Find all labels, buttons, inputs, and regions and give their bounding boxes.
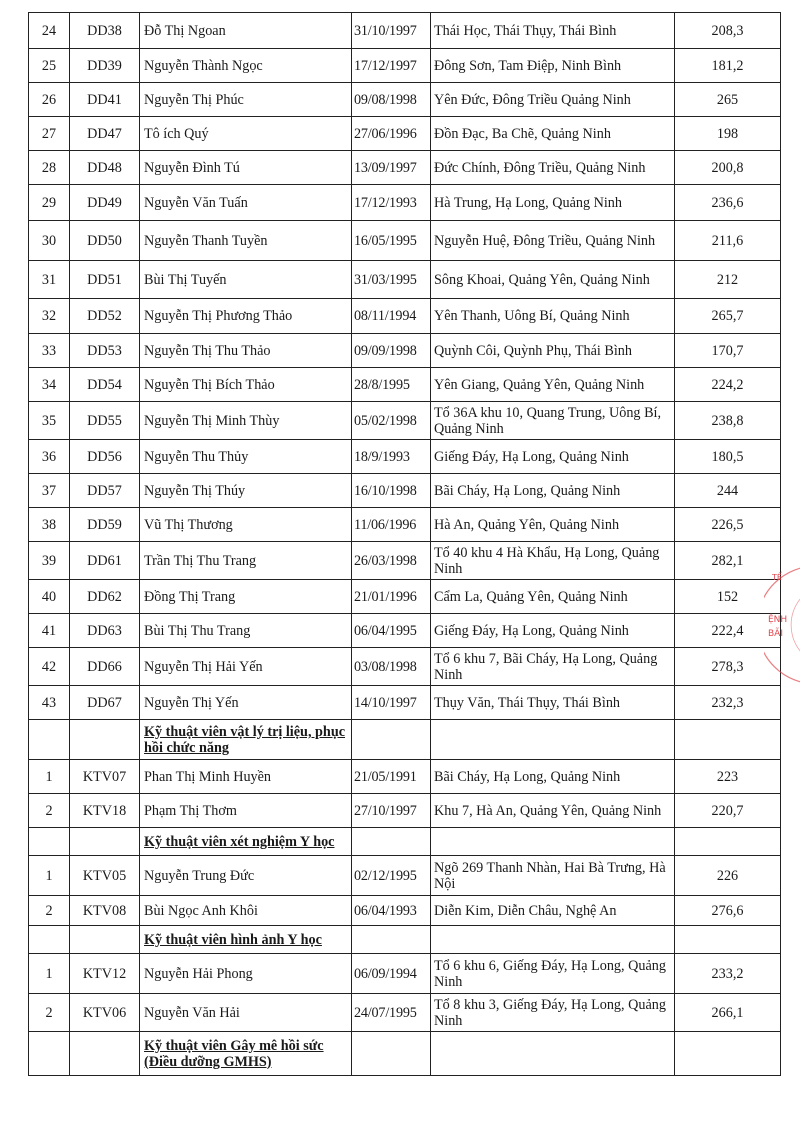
- candidate-code: KTV05: [70, 856, 140, 896]
- candidate-name: Nguyễn Văn Hải: [140, 994, 352, 1032]
- table-row: [29, 83, 781, 117]
- address: Tổ 36A khu 10, Quang Trung, Uông Bí, Quảng Ninh: [431, 402, 675, 440]
- section-header-row: [29, 926, 781, 954]
- table-row: [29, 368, 781, 402]
- score: 200,8: [675, 151, 781, 185]
- date-of-birth: 02/12/1995: [352, 856, 431, 896]
- address: Thái Học, Thái Thụy, Thái Bình: [431, 13, 675, 49]
- date-of-birth: 16/10/1998: [352, 474, 431, 508]
- candidate-code: DD38: [70, 13, 140, 49]
- stt-cell: 42: [29, 648, 70, 686]
- candidate-code: KTV06: [70, 994, 140, 1032]
- candidate-name: Bùi Thị Thu Trang: [140, 614, 352, 648]
- table-row: [29, 151, 781, 185]
- date-of-birth: 08/11/1994: [352, 299, 431, 334]
- score: 226: [675, 856, 781, 896]
- address: Bãi Cháy, Hạ Long, Quảng Ninh: [431, 474, 675, 508]
- stt-cell: 33: [29, 334, 70, 368]
- date-of-birth: 28/8/1995: [352, 368, 431, 402]
- score: 224,2: [675, 368, 781, 402]
- stt-cell: 26: [29, 83, 70, 117]
- seal-text-1: TẾ: [772, 573, 782, 582]
- candidate-name: Vũ Thị Thương: [140, 508, 352, 542]
- stt-cell: 2: [29, 994, 70, 1032]
- score: 265: [675, 83, 781, 117]
- candidate-code: DD51: [70, 261, 140, 299]
- stt-cell: 36: [29, 440, 70, 474]
- table-row: [29, 402, 781, 440]
- candidate-code: DD57: [70, 474, 140, 508]
- stt-cell: 31: [29, 261, 70, 299]
- section-title: Kỹ thuật viên vật lý trị liệu, phục hồi chức năng: [140, 720, 352, 760]
- candidate-name: Nguyễn Thị Phúc: [140, 83, 352, 117]
- stt-cell: 1: [29, 954, 70, 994]
- address-cell-empty: [431, 926, 675, 954]
- score: 266,1: [675, 994, 781, 1032]
- score: 278,3: [675, 648, 781, 686]
- stt-cell: 41: [29, 614, 70, 648]
- stt-cell: 32: [29, 299, 70, 334]
- candidate-name: Nguyễn Thanh Tuyền: [140, 221, 352, 261]
- address: Nguyễn Huệ, Đông Triều, Quảng Ninh: [431, 221, 675, 261]
- stt-cell-empty: [29, 1032, 70, 1076]
- date-of-birth: 24/07/1995: [352, 994, 431, 1032]
- candidate-code: DD63: [70, 614, 140, 648]
- stt-cell: 1: [29, 760, 70, 794]
- date-of-birth: 03/08/1998: [352, 648, 431, 686]
- table-row: [29, 580, 781, 614]
- score-cell-empty: [675, 1032, 781, 1076]
- candidate-name: Nguyễn Hải Phong: [140, 954, 352, 994]
- date-of-birth: 18/9/1993: [352, 440, 431, 474]
- address: Tổ 8 khu 3, Giếng Đáy, Hạ Long, Quảng Ninh: [431, 994, 675, 1032]
- dob-cell-empty: [352, 720, 431, 760]
- score: 265,7: [675, 299, 781, 334]
- candidate-name: Tô ích Quý: [140, 117, 352, 151]
- address: Tổ 6 khu 7, Bãi Cháy, Hạ Long, Quảng Ninh: [431, 648, 675, 686]
- date-of-birth: 27/06/1996: [352, 117, 431, 151]
- candidate-name: Trần Thị Thu Trang: [140, 542, 352, 580]
- table-row: [29, 648, 781, 686]
- candidate-name: Đồng Thị Trang: [140, 580, 352, 614]
- table-row: [29, 13, 781, 49]
- table-row: [29, 49, 781, 83]
- score: 233,2: [675, 954, 781, 994]
- table-row: [29, 542, 781, 580]
- score: 211,6: [675, 221, 781, 261]
- date-of-birth: 17/12/1997: [352, 49, 431, 83]
- address: Đức Chính, Đông Triều, Quảng Ninh: [431, 151, 675, 185]
- table-row: [29, 954, 781, 994]
- stt-cell: 38: [29, 508, 70, 542]
- stt-cell: 25: [29, 49, 70, 83]
- candidate-code: KTV18: [70, 794, 140, 828]
- address: Giếng Đáy, Hạ Long, Quảng Ninh: [431, 440, 675, 474]
- score: 220,7: [675, 794, 781, 828]
- score: 198: [675, 117, 781, 151]
- candidate-code: DD47: [70, 117, 140, 151]
- code-cell-empty: [70, 720, 140, 760]
- candidate-code: DD66: [70, 648, 140, 686]
- candidate-name: Nguyễn Trung Đức: [140, 856, 352, 896]
- code-cell-empty: [70, 828, 140, 856]
- candidate-name: Nguyễn Văn Tuấn: [140, 185, 352, 221]
- candidate-name: Nguyễn Thị Thúy: [140, 474, 352, 508]
- stt-cell: 43: [29, 686, 70, 720]
- score: 180,5: [675, 440, 781, 474]
- score: 238,8: [675, 402, 781, 440]
- score: 170,7: [675, 334, 781, 368]
- candidate-code: DD53: [70, 334, 140, 368]
- date-of-birth: 09/08/1998: [352, 83, 431, 117]
- address: Tổ 40 khu 4 Hà Khẩu, Hạ Long, Quảng Ninh: [431, 542, 675, 580]
- date-of-birth: 21/05/1991: [352, 760, 431, 794]
- candidate-name: Bùi Thị Tuyến: [140, 261, 352, 299]
- address: Diễn Kim, Diễn Châu, Nghệ An: [431, 896, 675, 926]
- date-of-birth: 31/03/1995: [352, 261, 431, 299]
- score: 282,1: [675, 542, 781, 580]
- table-row: [29, 334, 781, 368]
- address-cell-empty: [431, 828, 675, 856]
- address: Yên Đức, Đông Triều Quảng Ninh: [431, 83, 675, 117]
- table-row: [29, 474, 781, 508]
- section-header-row: [29, 720, 781, 760]
- stt-cell: 35: [29, 402, 70, 440]
- stt-cell: 24: [29, 13, 70, 49]
- section-title: Kỹ thuật viên xét nghiệm Y học: [140, 828, 352, 856]
- address-cell-empty: [431, 1032, 675, 1076]
- score: 276,6: [675, 896, 781, 926]
- stt-cell: 30: [29, 221, 70, 261]
- seal-text-3: BÃI: [768, 629, 783, 639]
- stt-cell: 39: [29, 542, 70, 580]
- stt-cell-empty: [29, 828, 70, 856]
- address: Đông Sơn, Tam Điệp, Ninh Bình: [431, 49, 675, 83]
- address: Sông Khoai, Quảng Yên, Quảng Ninh: [431, 261, 675, 299]
- section-header-row: [29, 828, 781, 856]
- address: Khu 7, Hà An, Quảng Yên, Quảng Ninh: [431, 794, 675, 828]
- table-row: [29, 299, 781, 334]
- score: 244: [675, 474, 781, 508]
- table-row: [29, 896, 781, 926]
- date-of-birth: 26/03/1998: [352, 542, 431, 580]
- candidate-code: DD55: [70, 402, 140, 440]
- stt-cell: 29: [29, 185, 70, 221]
- candidate-code: DD62: [70, 580, 140, 614]
- date-of-birth: 06/04/1993: [352, 896, 431, 926]
- code-cell-empty: [70, 1032, 140, 1076]
- score: 181,2: [675, 49, 781, 83]
- stt-cell: 27: [29, 117, 70, 151]
- score-cell-empty: [675, 828, 781, 856]
- date-of-birth: 11/06/1996: [352, 508, 431, 542]
- candidate-name: Phan Thị Minh Huyền: [140, 760, 352, 794]
- stt-cell-empty: [29, 926, 70, 954]
- seal-text-2: ỆNH: [768, 615, 788, 625]
- candidate-code: KTV08: [70, 896, 140, 926]
- candidate-code: DD52: [70, 299, 140, 334]
- table-row: [29, 440, 781, 474]
- candidate-code: DD61: [70, 542, 140, 580]
- score: 226,5: [675, 508, 781, 542]
- table-body: [29, 13, 781, 1076]
- table-row: [29, 508, 781, 542]
- candidate-name: Nguyễn Thành Ngọc: [140, 49, 352, 83]
- candidate-name: Bùi Ngọc Anh Khôi: [140, 896, 352, 926]
- score: 208,3: [675, 13, 781, 49]
- stt-cell: 1: [29, 856, 70, 896]
- stt-cell: 2: [29, 794, 70, 828]
- candidate-name: Nguyễn Thị Minh Thùy: [140, 402, 352, 440]
- stt-cell: 37: [29, 474, 70, 508]
- date-of-birth: 13/09/1997: [352, 151, 431, 185]
- score: 223: [675, 760, 781, 794]
- address: Cẩm La, Quảng Yên, Quảng Ninh: [431, 580, 675, 614]
- candidate-code: KTV12: [70, 954, 140, 994]
- code-cell-empty: [70, 926, 140, 954]
- address: Thụy Văn, Thái Thụy, Thái Bình: [431, 686, 675, 720]
- candidate-code: DD48: [70, 151, 140, 185]
- stt-cell: 2: [29, 896, 70, 926]
- candidate-name: Nguyễn Đình Tú: [140, 151, 352, 185]
- candidate-name: Nguyễn Thị Bích Thảo: [140, 368, 352, 402]
- candidate-code: DD39: [70, 49, 140, 83]
- candidate-code: DD67: [70, 686, 140, 720]
- address: Hà An, Quảng Yên, Quảng Ninh: [431, 508, 675, 542]
- candidate-name: Nguyễn Thị Hải Yến: [140, 648, 352, 686]
- score: 232,3: [675, 686, 781, 720]
- table-row: [29, 185, 781, 221]
- date-of-birth: 16/05/1995: [352, 221, 431, 261]
- stt-cell-empty: [29, 720, 70, 760]
- dob-cell-empty: [352, 926, 431, 954]
- score-cell-empty: [675, 720, 781, 760]
- date-of-birth: 06/04/1995: [352, 614, 431, 648]
- table-row: [29, 614, 781, 648]
- address: Hà Trung, Hạ Long, Quảng Ninh: [431, 185, 675, 221]
- date-of-birth: 14/10/1997: [352, 686, 431, 720]
- candidate-name: Nguyễn Thị Yến: [140, 686, 352, 720]
- candidate-code: DD56: [70, 440, 140, 474]
- section-title: Kỹ thuật viên hình ảnh Y học: [140, 926, 352, 954]
- candidate-name: Nguyễn Thu Thủy: [140, 440, 352, 474]
- address: Yên Thanh, Uông Bí, Quảng Ninh: [431, 299, 675, 334]
- dob-cell-empty: [352, 1032, 431, 1076]
- table-row: [29, 794, 781, 828]
- candidate-code: DD54: [70, 368, 140, 402]
- table-row: [29, 117, 781, 151]
- date-of-birth: 06/09/1994: [352, 954, 431, 994]
- date-of-birth: 09/09/1998: [352, 334, 431, 368]
- address: Tổ 6 khu 6, Giếng Đáy, Hạ Long, Quảng Ninh: [431, 954, 675, 994]
- stt-cell: 40: [29, 580, 70, 614]
- table-row: [29, 994, 781, 1032]
- address: Giếng Đáy, Hạ Long, Quảng Ninh: [431, 614, 675, 648]
- candidate-name: Đỗ Thị Ngoan: [140, 13, 352, 49]
- candidate-code: DD59: [70, 508, 140, 542]
- address: Quỳnh Côi, Quỳnh Phụ, Thái Bình: [431, 334, 675, 368]
- candidate-code: DD49: [70, 185, 140, 221]
- address: Bãi Cháy, Hạ Long, Quảng Ninh: [431, 760, 675, 794]
- date-of-birth: 31/10/1997: [352, 13, 431, 49]
- date-of-birth: 17/12/1993: [352, 185, 431, 221]
- candidate-table: [28, 12, 781, 1076]
- score: 152: [675, 580, 781, 614]
- section-title: Kỹ thuật viên Gây mê hồi sức (Điều dưỡng GMHS): [140, 1032, 352, 1076]
- table-row: [29, 221, 781, 261]
- date-of-birth: 27/10/1997: [352, 794, 431, 828]
- address-cell-empty: [431, 720, 675, 760]
- candidate-name: Nguyễn Thị Phương Thảo: [140, 299, 352, 334]
- date-of-birth: 21/01/1996: [352, 580, 431, 614]
- table-row: [29, 760, 781, 794]
- candidate-code: DD50: [70, 221, 140, 261]
- address: Ngõ 269 Thanh Nhàn, Hai Bà Trưng, Hà Nội: [431, 856, 675, 896]
- score-cell-empty: [675, 926, 781, 954]
- address: Yên Giang, Quảng Yên, Quảng Ninh: [431, 368, 675, 402]
- candidate-code: DD41: [70, 83, 140, 117]
- candidate-name: Nguyễn Thị Thu Thảo: [140, 334, 352, 368]
- date-of-birth: 05/02/1998: [352, 402, 431, 440]
- section-header-row: [29, 1032, 781, 1076]
- score: 236,6: [675, 185, 781, 221]
- table-row: [29, 856, 781, 896]
- stt-cell: 28: [29, 151, 70, 185]
- candidate-code: KTV07: [70, 760, 140, 794]
- stt-cell: 34: [29, 368, 70, 402]
- table-row: [29, 686, 781, 720]
- score: 222,4: [675, 614, 781, 648]
- dob-cell-empty: [352, 828, 431, 856]
- table-row: [29, 261, 781, 299]
- address: Đồn Đạc, Ba Chẽ, Quảng Ninh: [431, 117, 675, 151]
- candidate-name: Phạm Thị Thơm: [140, 794, 352, 828]
- score: 212: [675, 261, 781, 299]
